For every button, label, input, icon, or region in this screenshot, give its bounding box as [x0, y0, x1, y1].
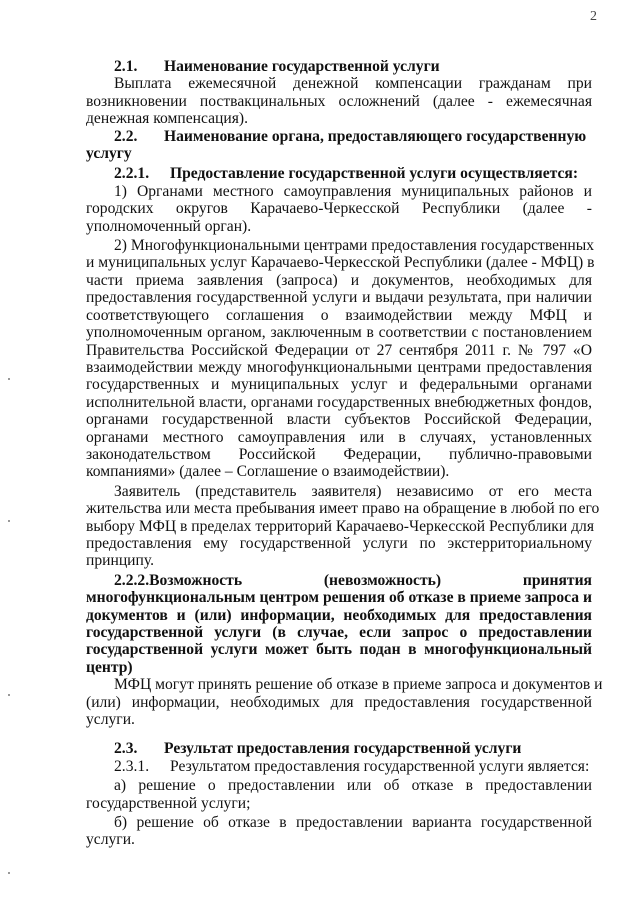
page-number: 2: [590, 9, 597, 24]
section-2-2-heading: 2.2. Наименование органа, предоставляющего государственную услугу: [86, 127, 587, 163]
list-item-a: а) решение о предоставлении или об отказе в предоставлении государственной услуги;: [86, 777, 592, 812]
list-item-b: б) решение об отказе в предоставлении варианта государственной услуги.: [86, 814, 592, 849]
section-2-3-heading: 2.3. Результат предоставления государственной услуги: [114, 740, 522, 758]
paragraph-mfc-refusal: МФЦ могут принять решение об отказе в приеме запроса и документов и (или) информации, необходимых для предоставления государственной услуги.: [86, 676, 603, 729]
section-2-3-1-text: 2.3.1. Результатом предоставления государственной услуги является:: [114, 757, 590, 775]
document-body: [86, 58, 603, 849]
section-2-2-1-heading: 2.2.1. Предоставление государственной услуги осуществляется:: [114, 165, 579, 183]
paragraph-applicant: Заявитель (представитель заявителя) независимо от его места жительства или места пребывания имеет право на обращение в любой по его выбору МФЦ в пределах территорий Карачаево-Черкесской Республики для предоставления ему государственной услуги по экстерриториальному принципу.: [86, 482, 600, 570]
margin-mark: [8, 694, 10, 696]
margin-mark: [8, 378, 10, 380]
section-2-1-text: Выплата ежемесячной денежной компенсации гражданам при возникновении поствакцинальных осложнений (далее - ежемесячная денежная компенсация).: [86, 75, 592, 128]
paragraph-mfc: 2) Многофункциональными центрами предоставления государственных и муниципальных услуг Карачаево-Черкесской Республики (далее - МФЦ) в части приема заявления (запроса) и документов, необходимых для предоставления государственной услуги и выдачи результата, при наличии соответствующего соглашения о взаимодействии между МФЦ и уполномоченным органом, заключенным в соответствии с постановлением Правительства Российской Федерации от 27 сентября 2011 г. № 797 «О взаимодействии между многофункциональными центрами предоставления государственных и муниципальных услуг и федеральными органами исполнительной власти, органами государственных внебюджетных фондов, органами государственной власти субъектов Российской Федерации, органами местного самоуправления или в случаях, установленных законодательством Российской Федерации, публично-правовыми компаниями» (далее – Соглашение о взаимодействии).: [86, 237, 595, 481]
paragraph-local-authorities: 1) Органами местного самоуправления муниципальных районов и городских округов Карачаево-Черкесской Республики (далее - уполномоченный орган).: [86, 182, 592, 235]
margin-mark: [8, 872, 10, 874]
margin-mark: [8, 520, 10, 522]
section-2-2-2-heading: 2.2.2.Возможность (невозможность) принятия многофункциональным центром решения об отказе в приеме запроса и документов и (или) информации, необходимых для предоставления государственной услуги (в случае, если запрос о предоставлении государственной услуги может быть подан в многофункциональный центр): [86, 571, 592, 676]
section-2-1-heading: 2.1. Наименование государственной услуги: [114, 58, 440, 75]
